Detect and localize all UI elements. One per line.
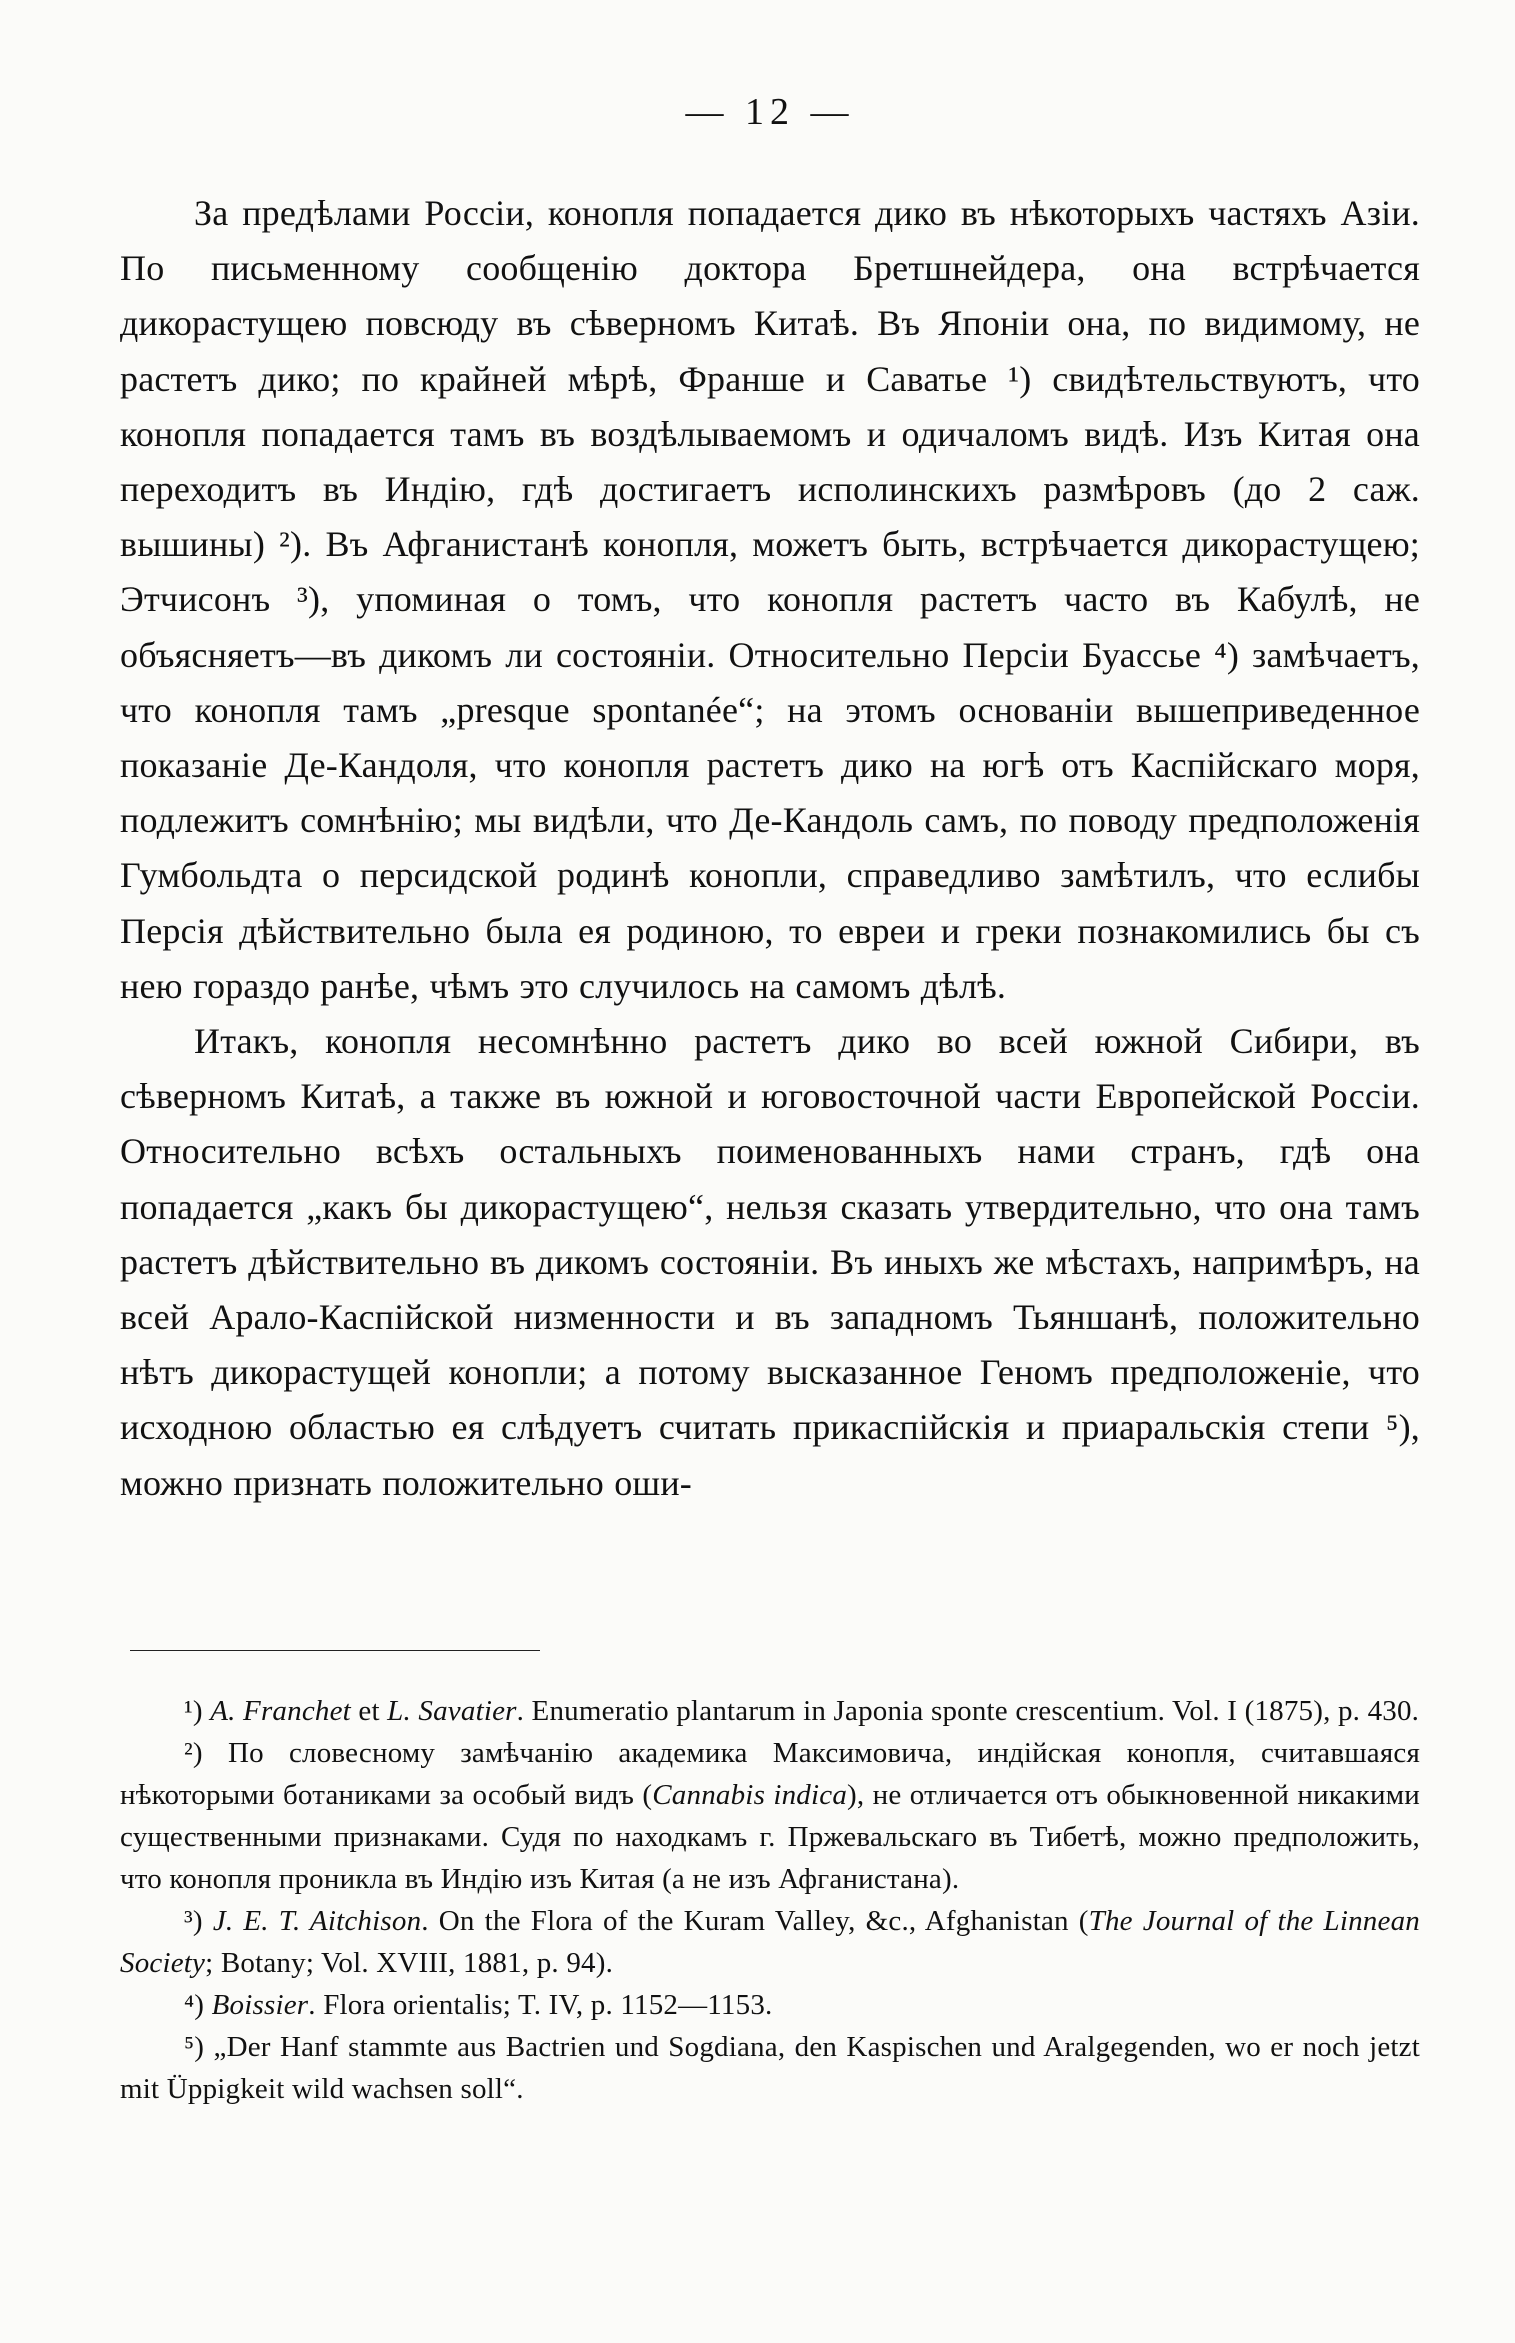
footnote-4 xyxy=(120,1984,1420,2026)
footnote-1-text: . Enumeratio plantarum in Japonia sponte crescentium. Vol. I (1875), p. 430. xyxy=(516,1695,1420,1727)
footnote-divider xyxy=(130,1650,540,1651)
footnotes xyxy=(120,1690,1420,2110)
paragraph-1: За предѣлами Россіи, конопля попадается дико въ нѣкоторыхъ частяхъ Азіи. По письменному сообщенію доктора Бретшнейдера, она встрѣчается дикорастущею повсюду въ сѣверномъ Китаѣ. Въ Японіи она, по видимому, не растетъ дико; по крайней мѣрѣ, Франше и Саватье ¹) свидѣтельствуютъ, что конопля попадается тамъ въ воздѣлываемомъ и одичаломъ видѣ. Изъ Китая она переходитъ въ Индію, гдѣ достигаетъ исполинскихъ размѣровъ (до 2 саж. вышины) ²). Въ Афганистанѣ конопля, можетъ быть, встрѣчается дикорастущею; Этчисонъ ³), упоминая о томъ, что конопля растетъ часто въ Кабулѣ, не объясняетъ—въ дикомъ ли состояніи. Относительно Персіи Буассье ⁴) замѣчаетъ, что конопля тамъ „presque spontanée“; на этомъ основаніи вышеприведенное показаніе Де-Кандоля, что конопля растетъ дико на югѣ отъ Каспійскаго моря, подлежитъ сомнѣнію; мы видѣли, что Де-Кандоль самъ, по поводу предположенія Гумбольдта о персидской родинѣ конопли, справедливо замѣтилъ, что еслибы Персія дѣйствительно была ея родиною, то евреи и греки познакомились бы съ нею гораздо ранѣе, чѣмъ это случилось на самомъ дѣлѣ. xyxy=(120,193,1420,1006)
footnote-1-connector: et xyxy=(350,1695,388,1727)
footnote-3-text-2: ; Botany; Vol. XVIII, 1881, p. 94). xyxy=(205,1947,614,1979)
footnote-3-text-1: . On the Flora of the Kuram Valley, &c., Afghanistan ( xyxy=(421,1905,1089,1937)
footnote-2-species: Cannabis indica xyxy=(652,1779,848,1811)
book-page xyxy=(120,90,1420,2280)
footnote-2 xyxy=(120,1732,1420,1900)
footnote-4-text: . Flora orientalis; T. IV, p. 1152—1153. xyxy=(308,1989,773,2021)
footnote-3 xyxy=(120,1900,1420,1984)
footnote-2-text-2: ), не отличается отъ обыкновенной никакими существенными признаками. Судя по находкамъ г. Пржевальскаго въ Тибетѣ, можно предположить, что конопля проникла въ Индію изъ Китая (а не изъ Афганистана). xyxy=(120,1779,1421,1895)
footnote-3-marker: ³) xyxy=(184,1905,203,1937)
footnote-1-author-2: L. Savatier xyxy=(387,1695,517,1727)
footnote-1-author-1: A. Franchet xyxy=(210,1695,351,1727)
footnote-4-marker: ⁴) xyxy=(184,1989,205,2021)
footnote-5 xyxy=(120,2026,1420,2110)
footnote-3-journal: The Journal of the Linnean Society xyxy=(120,1905,1420,1979)
footnote-1 xyxy=(120,1690,1420,1732)
footnote-5-marker: ⁵) xyxy=(184,2031,205,2063)
paragraph-2: Итакъ, конопля несомнѣнно растетъ дико во всей южной Сибири, въ сѣверномъ Китаѣ, а также въ южной и юговосточной части Европейской Россіи. Относительно всѣхъ остальныхъ поименованныхъ нами странъ, гдѣ она попадается „какъ бы дикорастущею“, нельзя сказать утвердительно, что она тамъ растетъ дѣйствительно въ дикомъ состояніи. Въ иныхъ же мѣстахъ, напримѣръ, на всей Арало-Каспійской низменности и въ западномъ Тьяншанѣ, положительно нѣтъ дикорастущей конопли; а потому высказанное Геномъ предположеніе, что исходною областью ея слѣдуетъ считать прикаспійскія и приаральскія степи ⁵), можно признать положительно оши- xyxy=(120,1021,1420,1503)
footnote-5-text: „Der Hanf stammte aus Bactrien und Sogdiana, den Kaspischen und Aralgegenden, wo er noch jetzt mit Üppigkeit wild wachsen soll“. xyxy=(120,2031,1421,2105)
footnote-3-author: J. E. T. Aitchison xyxy=(212,1905,422,1937)
footnote-1-marker: ¹) xyxy=(184,1695,203,1727)
footnote-4-author: Boissier xyxy=(211,1989,309,2021)
footnote-2-marker: ²) xyxy=(184,1737,203,1769)
main-text xyxy=(120,186,1420,1511)
page-number: — 12 — xyxy=(685,91,855,133)
footnote-2-text-1: По словесному замѣчанію академика Максимовича, индійская конопля, считавшаяся нѣкоторыми ботаниками за особый видъ ( xyxy=(120,1737,1420,1811)
